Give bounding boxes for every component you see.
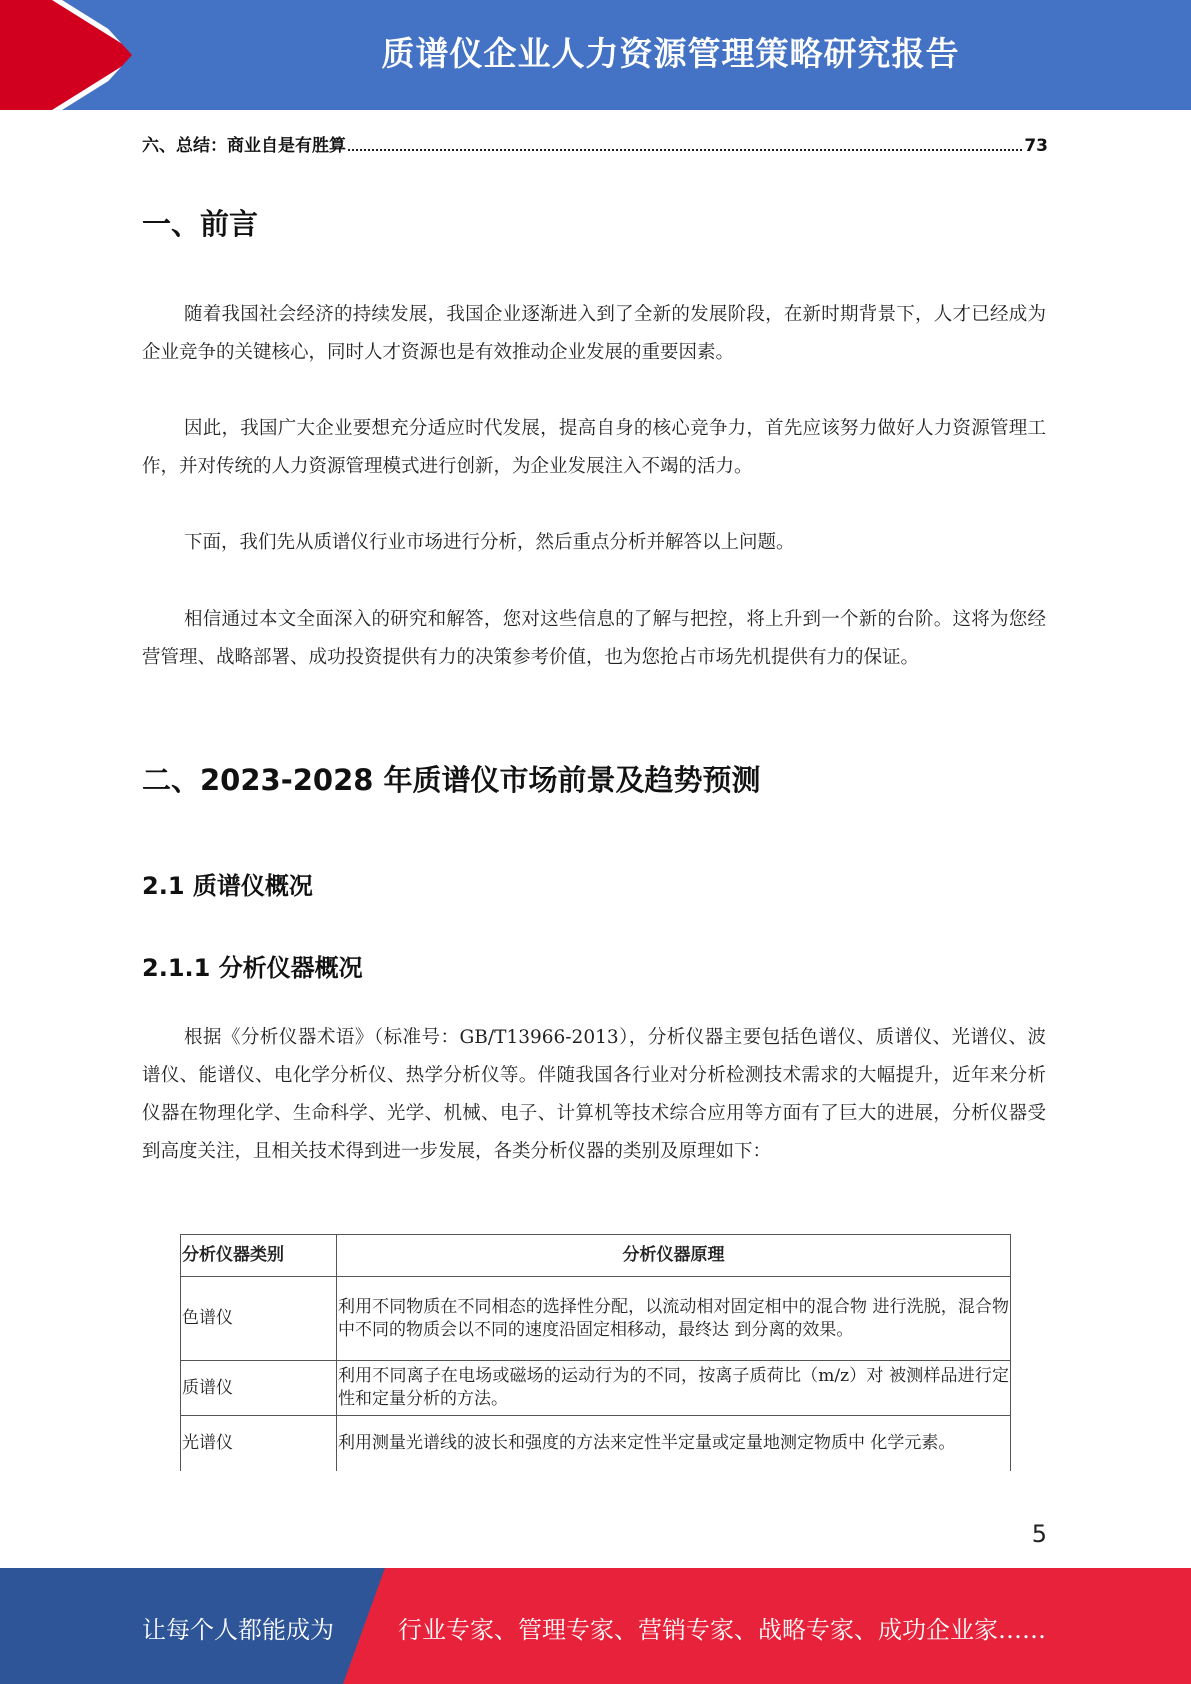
preface-paragraph-1: 随着我国社会经济的持续发展，我国企业逐渐进入到了全新的发展阶段，在新时期背景下，人才已经成为企业竞争的关键核心，同时人才资源也是有效推动企业发展的重要因素。: [142, 304, 1046, 363]
table-row: [181, 1416, 1011, 1471]
table-cell-principle: 利用不同物质在不同相态的选择性分配，以流动相对固定相中的混合物 进行洗脱，混合物中不同的物质会以不同的速度沿固定相移动，最终达 到分离的效果。: [337, 1277, 1011, 1361]
subsection-heading-instruments: 2.1.1 分析仪器概况: [142, 954, 363, 982]
toc-leader-dots: [348, 149, 1022, 151]
report-title: 质谱仪企业人力资源管理策略研究报告: [381, 34, 960, 73]
footer-banner: [0, 1568, 1191, 1684]
section-heading-market: 二、2023-2028 年质谱仪市场前景及趋势预测: [142, 763, 761, 797]
subsection-heading-overview: 2.1 质谱仪概况: [142, 872, 313, 900]
table-cell-type: 质谱仪: [181, 1361, 337, 1416]
page-number: 5: [1031, 1520, 1047, 1548]
instruments-paragraph: 根据《分析仪器术语》（标准号：GB/T13966-2013），分析仪器主要包括色谱仪、质谱仪、光谱仪、波谱仪、能谱仪、电化学分析仪、热学分析仪等。伴随我国各行业对分析检测技术需求的大幅提升，近年来分析仪器在物理化学、生命科学、光学、机械、电子、计算机等技术综合应用等方面有了巨大的进展，分析仪器受到高度关注，且相关技术得到进一步发展，各类分析仪器的类别及原理如下：: [142, 1027, 1046, 1162]
table-row: [181, 1361, 1011, 1416]
section-heading-preface: 一、前言: [142, 207, 259, 241]
preface-paragraph-3: 下面，我们先从质谱仪行业市场进行分析，然后重点分析并解答以上问题。: [184, 532, 795, 553]
toc-entry-page: 73: [1024, 136, 1048, 156]
chevron-decoration: [0, 0, 160, 110]
table-header-type: 分析仪器类别: [181, 1235, 337, 1277]
instrument-table: [180, 1234, 1011, 1471]
table-row: [181, 1277, 1011, 1361]
footer-slogan-left: 让每个人都能成为: [142, 1616, 334, 1644]
table-cell-type: 色谱仪: [181, 1277, 337, 1361]
table-cell-principle: 利用不同离子在电场或磁场的运动行为的不同，按离子质荷比（m/z）对 被测样品进行定性和定量分析的方法。: [337, 1361, 1011, 1416]
table-header-principle: 分析仪器原理: [337, 1235, 1011, 1277]
preface-paragraph-2: 因此，我国广大企业要想充分适应时代发展，提高自身的核心竞争力，首先应该努力做好人力资源管理工作，并对传统的人力资源管理模式进行创新，为企业发展注入不竭的活力。: [142, 418, 1046, 477]
table-cell-principle: 利用测量光谱线的波长和强度的方法来定性半定量或定量地测定物质中 化学元素。: [337, 1416, 1011, 1471]
toc-entry[interactable]: [142, 132, 1048, 156]
preface-paragraph-4: 相信通过本文全面深入的研究和解答，您对这些信息的了解与把控，将上升到一个新的台阶。这将为您经营管理、战略部署、成功投资提供有力的决策参考价值，也为您抢占市场先机提供有力的保证。: [142, 609, 1046, 668]
toc-entry-label: 六、总结：商业自是有胜算: [142, 136, 346, 156]
footer-slogan-right: 行业专家、管理专家、营销专家、战略专家、成功企业家……: [398, 1616, 1046, 1644]
table-header-row: [181, 1235, 1011, 1277]
table-cell-type: 光谱仪: [181, 1416, 337, 1471]
header-banner: [0, 0, 1191, 110]
